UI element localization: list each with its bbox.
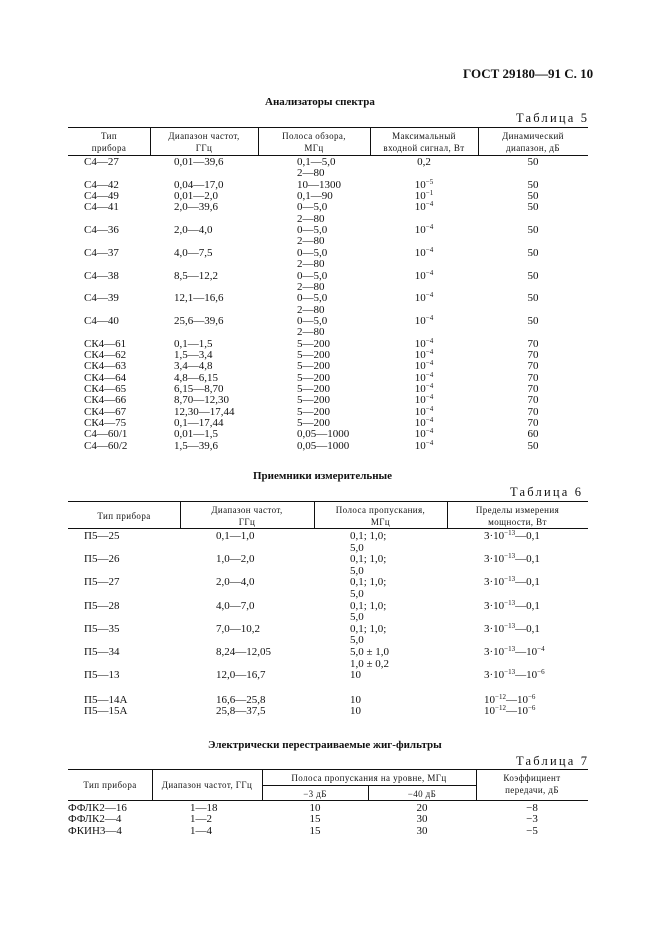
table-cell: С4—36: [84, 224, 119, 237]
table7-col-range: Диапазон частот, ГГц: [161, 780, 253, 790]
table-cell: 1,5—39,6: [174, 439, 218, 452]
table-cell: 0,05—1000: [297, 428, 350, 441]
table-cell: 50: [527, 190, 539, 203]
table-cell: $10^{-12}—10^{-6}$: [484, 704, 536, 718]
table5-col-maxinput: Максимальный входной сигнал, Вт: [383, 131, 465, 153]
table-cell: 5—200: [297, 394, 330, 407]
table6-top-rule: [68, 501, 588, 502]
table-cell: 0—5,0: [297, 314, 328, 327]
table-cell: 0,1—5,0: [297, 156, 336, 168]
table-cell: −8: [526, 802, 538, 814]
table-cell: 10—1300: [297, 178, 341, 191]
table5-col-span: Полоса обзора, МГц: [282, 131, 346, 153]
table-cell: 50: [527, 156, 539, 168]
table6-title: Приемники измерительные: [253, 470, 393, 482]
table-cell: 0,1; 1,0;: [350, 576, 387, 589]
table-cell: СК4—65: [84, 383, 127, 395]
table-cell: 5,0: [350, 564, 364, 577]
table-cell: 1—2: [190, 813, 212, 826]
table-cell: 5—200: [297, 348, 330, 361]
table-cell: 0,04—17,0: [174, 178, 224, 191]
table5-top-rule: [68, 127, 588, 128]
table-cell: $10^{-4}$: [414, 336, 434, 350]
table-cell: С4—60/2: [84, 439, 128, 452]
table-cell: $10^{-4}$: [414, 438, 434, 452]
table-cell: 2—80: [297, 303, 325, 316]
table-cell: 6,15—8,70: [174, 383, 224, 395]
table-cell: $10^{-4}$: [414, 359, 434, 373]
table5-label: Таблица 5: [516, 111, 590, 125]
table-cell: С4—27: [84, 156, 119, 168]
table-cell: 2,0—4,0: [174, 224, 213, 237]
table-cell: $10^{-4}$: [414, 382, 434, 395]
table7-col-band-40db: −40 дБ: [407, 789, 437, 799]
table-cell: С4—42: [84, 178, 119, 191]
table-cell: 0—5,0: [297, 269, 328, 282]
table-cell: 4,0—7,0: [216, 599, 255, 612]
table-cell: $10^{-4}$: [414, 427, 434, 441]
table5-col-dynrange: Динамический диапазон, дБ: [502, 131, 564, 153]
table-cell: 0,1—1,0: [216, 530, 255, 542]
page-header: ГОСТ 29180—91 С. 10: [463, 66, 594, 81]
table-cell: 10: [350, 693, 361, 706]
table-cell: $10^{-12}—10^{-6}$: [484, 692, 536, 706]
table-cell: ФФЛК2—16: [68, 802, 127, 814]
table-cell: 5—200: [297, 417, 330, 430]
table-cell: $3\cdot 10^{-13}—0,1$: [484, 552, 540, 566]
table-cell: 12,1—16,6: [174, 292, 224, 305]
table-cell: П5—15А: [84, 705, 128, 718]
table-cell: 1—18: [190, 802, 218, 814]
table-cell: 12,30—17,44: [174, 405, 235, 418]
table7-col-type: Тип прибора: [83, 780, 137, 790]
table-cell: 70: [527, 360, 539, 373]
table-cell: С4—38: [84, 269, 119, 282]
table-cell: $10^{-4}$: [414, 416, 434, 430]
table-cell: П5—25: [84, 530, 120, 542]
table5-title: Анализаторы спектра: [265, 96, 375, 108]
table-cell: П5—14А: [84, 693, 128, 706]
table-cell: $3\cdot 10^{-13}—10^{-4}$: [484, 645, 545, 658]
table-cell: 7,0—10,2: [216, 622, 260, 635]
table-cell: 70: [527, 394, 539, 407]
table-cell: 1,0—2,0: [216, 553, 255, 566]
table-cell: 50: [527, 224, 539, 237]
table-cell: 5—200: [297, 383, 330, 395]
table-cell: С4—37: [84, 246, 119, 259]
table-cell: $3\cdot 10^{-13}—0,1$: [484, 529, 540, 542]
table-cell: 0,1; 1,0;: [350, 530, 387, 542]
table-cell: 0,01—1,5: [174, 428, 218, 441]
table-cell: СК4—61: [84, 337, 127, 350]
table7-top-rule: [68, 769, 588, 770]
table-cell: 0,2: [417, 156, 431, 168]
table-cell: $10^{-5}$: [414, 177, 434, 191]
table-cell: 0,1—90: [297, 190, 333, 203]
table-cell: 50: [527, 246, 539, 259]
table-cell: $10^{-4}$: [414, 313, 434, 327]
table-cell: 30: [416, 824, 428, 837]
table-cell: 5—200: [297, 371, 330, 384]
table-cell: 0,1—1,5: [174, 337, 213, 350]
table-cell: 0,1; 1,0;: [350, 553, 387, 566]
table-cell: 10: [350, 705, 361, 718]
table-cell: ФКИН3—4: [68, 824, 122, 837]
table-cell: СК4—66: [84, 394, 127, 407]
table-cell: 2—80: [297, 280, 325, 293]
table-cell: С4—40: [84, 314, 119, 327]
table-cell: $10^{-4}$: [414, 347, 434, 361]
table-cell: П5—27: [84, 576, 120, 589]
table7-col-band-3db: −3 дБ: [303, 789, 327, 799]
table-cell: 8,24—12,05: [216, 646, 271, 658]
table6-col-range: Диапазон частот, ГГц: [211, 505, 283, 527]
table-cell: 50: [527, 178, 539, 191]
table-cell: $10^{-4}$: [414, 393, 434, 407]
table-cell: 2—80: [297, 212, 325, 225]
table-cell: 70: [527, 383, 539, 395]
table-cell: −3: [526, 813, 538, 826]
table-cell: С4—39: [84, 292, 119, 305]
table-cell: 5,0: [350, 541, 364, 554]
table-cell: С4—41: [84, 201, 119, 214]
table-cell: 10: [309, 802, 321, 814]
table-cell: СК4—64: [84, 371, 127, 384]
table-cell: 60: [527, 428, 539, 441]
table-cell: 0,01—2,0: [174, 190, 218, 203]
table-cell: 0—5,0: [297, 224, 328, 237]
table-cell: П5—13: [84, 669, 120, 682]
table-cell: $3\cdot 10^{-13}—0,1$: [484, 621, 540, 635]
table-cell: П5—28: [84, 599, 120, 612]
table-cell: 0—5,0: [297, 201, 328, 214]
table-cell: П5—34: [84, 646, 120, 658]
table-cell: $10^{-1}$: [414, 189, 434, 203]
table-cell: 2,0—39,6: [174, 201, 218, 214]
table-cell: 5,0 ± 1,0: [350, 646, 390, 658]
table-cell: 2—80: [297, 326, 325, 339]
table7-header-rule: [68, 800, 588, 801]
table-cell: 50: [527, 292, 539, 305]
table-cell: 1,0 ± 0,2: [350, 657, 390, 670]
table-cell: 2—80: [297, 167, 325, 180]
table-cell: СК4—63: [84, 360, 127, 373]
table-cell: $10^{-4}$: [414, 370, 434, 384]
table-cell: 70: [527, 405, 539, 418]
table7-label: Таблица 7: [516, 754, 590, 768]
table-cell: 3,4—4,8: [174, 360, 213, 373]
table-cell: $10^{-4}$: [414, 200, 434, 214]
table-cell: 5,0: [350, 611, 364, 624]
table-cell: $10^{-4}$: [414, 223, 434, 237]
table7-group-rule: [262, 785, 476, 786]
table-cell: 12,0—16,7: [216, 669, 266, 682]
table-cell: 4,0—7,5: [174, 246, 213, 259]
table-cell: $10^{-4}$: [414, 245, 434, 259]
table-cell: 1,5—3,4: [174, 348, 213, 361]
table6-col-type: Тип прибора: [97, 511, 151, 521]
table-cell: СК4—75: [84, 417, 127, 430]
table-cell: 25,8—37,5: [216, 705, 266, 718]
table-cell: $3\cdot 10^{-13}—0,1$: [484, 575, 540, 589]
table-cell: 50: [527, 439, 539, 452]
table-cell: 70: [527, 417, 539, 430]
table-cell: 5,0: [350, 634, 364, 647]
table-cell: $3\cdot 10^{-13}—0,1$: [484, 598, 540, 612]
table7-title: Электрически перестраиваемые жиг-фильтры: [208, 739, 442, 751]
table-cell: 0,1; 1,0;: [350, 622, 387, 635]
table-cell: 15: [309, 813, 321, 826]
table-cell: 70: [527, 371, 539, 384]
table-cell: 25,6—39,6: [174, 314, 224, 327]
table-cell: ФФЛК2—4: [68, 813, 122, 826]
table-cell: 0,1—17,44: [174, 417, 224, 430]
table7-col-coef: Коэффициент передачи, дБ: [503, 773, 561, 795]
table6-col-limits: Пределы измерения мощности, Вт: [475, 505, 560, 527]
table-cell: 50: [527, 201, 539, 214]
table-cell: $10^{-4}$: [414, 404, 434, 418]
table-cell: 4,8—6,15: [174, 371, 218, 384]
table6-label: Таблица 6: [510, 485, 584, 499]
table-cell: 0—5,0: [297, 292, 328, 305]
table-cell: 70: [527, 348, 539, 361]
table-cell: 70: [527, 337, 539, 350]
table-cell: 5,0: [350, 588, 364, 600]
table-cell: 8,5—12,2: [174, 269, 218, 282]
table-cell: $3\cdot 10^{-13}—10^{-6}$: [484, 668, 545, 682]
table-cell: 16,6—25,8: [216, 693, 266, 706]
table-cell: 2—80: [297, 235, 325, 248]
table-cell: 0,05—1000: [297, 439, 350, 452]
table-cell: $10^{-4}$: [414, 268, 434, 282]
table-cell: П5—35: [84, 622, 120, 635]
table-cell: 0—5,0: [297, 246, 328, 259]
table6-col-band: Полоса пропускания, МГц: [335, 505, 426, 527]
table-cell: 0,01—39,6: [174, 156, 224, 168]
table-cell: 50: [527, 314, 539, 327]
table-cell: 1—4: [190, 824, 212, 837]
table-cell: 5—200: [297, 360, 330, 373]
table-cell: 2—80: [297, 258, 325, 271]
table-cell: 20: [416, 802, 428, 814]
table-cell: 8,70—12,30: [174, 394, 229, 407]
table-cell: П5—26: [84, 553, 120, 566]
table-cell: 5—200: [297, 337, 330, 350]
table-cell: −5: [526, 824, 538, 837]
table-cell: 50: [527, 269, 539, 282]
table-cell: 0,1; 1,0;: [350, 599, 387, 612]
table-cell: С4—60/1: [84, 428, 128, 441]
table-cell: 15: [309, 824, 321, 837]
table-cell: $10^{-4}$: [414, 291, 434, 305]
table7-col-band-group: Полоса пропускания на уровне, МГц: [291, 773, 447, 783]
table-cell: СК4—62: [84, 348, 127, 361]
table5-col-range: Диапазон частот, ГГц: [168, 131, 240, 153]
table-cell: 5—200: [297, 405, 330, 418]
table-cell: 30: [416, 813, 428, 826]
table-cell: СК4—67: [84, 405, 127, 418]
table5-col-type: Тип прибора: [91, 131, 127, 153]
table-cell: 2,0—4,0: [216, 576, 255, 589]
table-cell: С4—49: [84, 190, 119, 203]
table-cell: 10: [350, 669, 361, 682]
